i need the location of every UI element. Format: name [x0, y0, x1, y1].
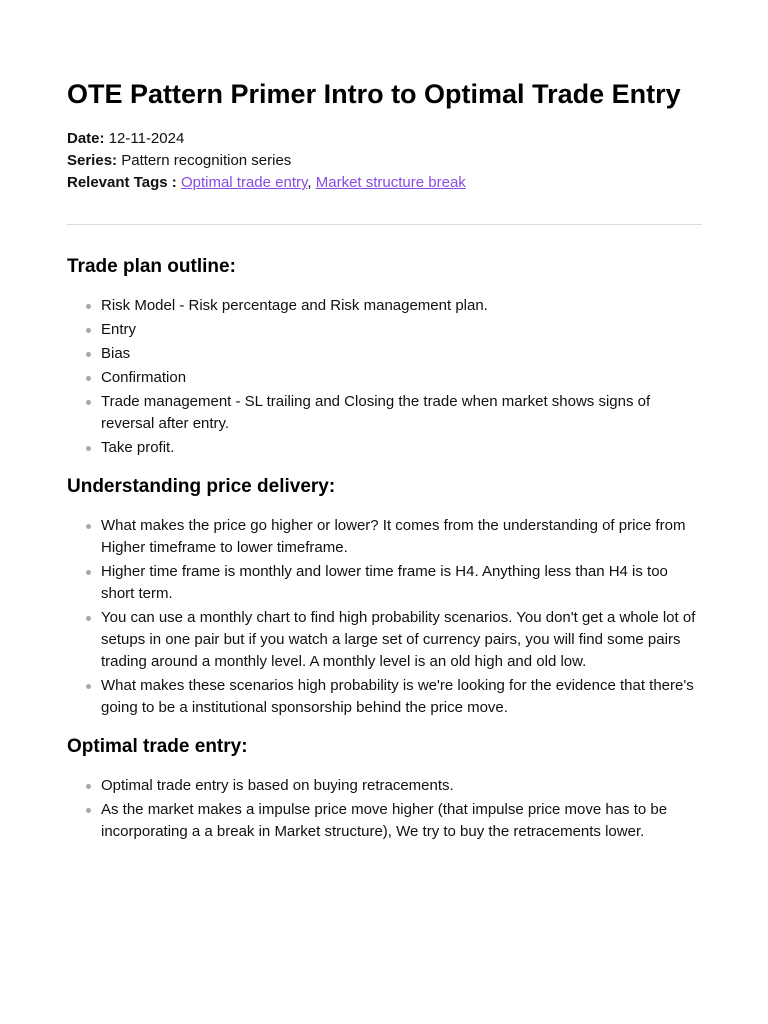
list-item: Bias	[101, 343, 702, 365]
date-label: Date:	[67, 130, 105, 147]
tag-link-market-structure-break[interactable]: Market structure break	[315, 174, 466, 191]
trade-plan-list	[67, 295, 702, 459]
list-item: What makes the price go higher or lower? It comes from the understanding of price from Higher timeframe to lower timeframe.	[101, 515, 702, 559]
tag-separator: ,	[307, 174, 316, 191]
list-item: Confirmation	[101, 367, 702, 389]
list-item: Take profit.	[101, 437, 702, 459]
tags-label: Relevant Tags :	[67, 174, 177, 191]
list-item: Entry	[101, 319, 702, 341]
section-heading-trade-plan: Trade plan outline:	[67, 256, 236, 277]
metadata-block	[67, 128, 702, 194]
divider	[67, 224, 702, 225]
price-delivery-list	[67, 515, 702, 719]
list-item: Trade management - SL trailing and Closing the trade when market shows signs of reversal after entry.	[101, 391, 702, 435]
list-item: What makes these scenarios high probability is we're looking for the evidence that there's going to be a institutional sponsorship behind the price move.	[101, 675, 702, 719]
list-item: You can use a monthly chart to find high probability scenarios. You don't get a whole lot of setups in one pair but if you watch a large set of currency pairs, you will find some pairs trading around a monthly level. A monthly level is an old high and old low.	[101, 607, 702, 673]
section-heading-price-delivery: Understanding price delivery:	[67, 476, 336, 497]
series-line	[67, 150, 702, 172]
list-item: As the market makes a impulse price move higher (that impulse price move has to be incorporating a a break in Market structure), We try to buy the retracements lower.	[101, 799, 702, 843]
date-line	[67, 128, 702, 150]
tag-link-optimal-trade-entry[interactable]: Optimal trade entry	[180, 174, 308, 191]
optimal-trade-entry-list	[67, 775, 702, 843]
list-item: Risk Model - Risk percentage and Risk management plan.	[101, 295, 702, 317]
date-value: 12-11-2024	[108, 130, 185, 147]
section-heading-optimal-trade-entry: Optimal trade entry:	[67, 736, 248, 757]
list-item: Higher time frame is monthly and lower time frame is H4. Anything less than H4 is too short term.	[101, 561, 702, 605]
series-value: Pattern recognition series	[121, 152, 292, 169]
list-item: Optimal trade entry is based on buying retracements.	[101, 775, 702, 797]
page-title: OTE Pattern Primer Intro to Optimal Trade Entry	[67, 79, 681, 109]
series-label: Series:	[67, 152, 118, 169]
tags-line	[67, 172, 702, 194]
